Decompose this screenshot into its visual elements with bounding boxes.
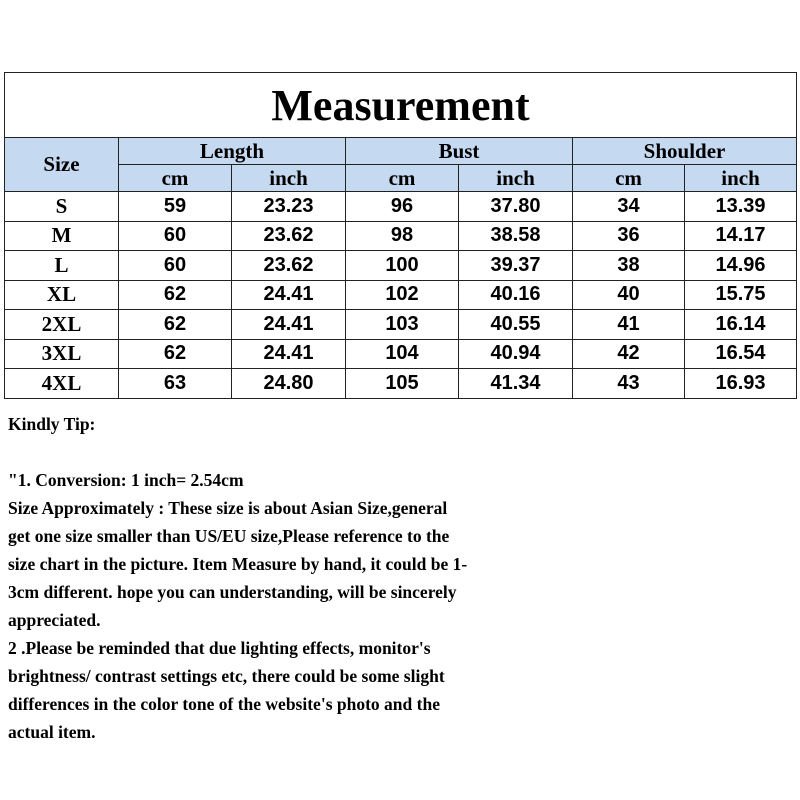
- note-line: actual item.: [8, 722, 96, 742]
- measurement-cell: 103: [346, 310, 459, 340]
- measurement-cell: 23.62: [232, 221, 346, 251]
- note-line: 3cm different. hope you can understanding, will be sincerely: [8, 582, 457, 602]
- measurement-cell: 40.16: [459, 280, 573, 310]
- chart-title: Measurement: [5, 73, 797, 138]
- measurement-cell: 16.54: [685, 339, 797, 369]
- size-label: 4XL: [5, 369, 119, 399]
- notes-section: [8, 410, 598, 746]
- unit-header: cm: [346, 165, 459, 192]
- measurement-cell: 16.14: [685, 310, 797, 340]
- measurement-cell: 24.41: [232, 310, 346, 340]
- note-line: Size Approximately : These size is about Asian Size,general: [8, 498, 448, 518]
- kindly-tip-heading: Kindly Tip:: [8, 414, 96, 434]
- measurement-cell: 13.39: [685, 192, 797, 222]
- measurement-cell: 23.23: [232, 192, 346, 222]
- measurement-cell: 24.41: [232, 339, 346, 369]
- measurement-cell: 98: [346, 221, 459, 251]
- unit-header: inch: [232, 165, 346, 192]
- note-line: 2 .Please be reminded that due lighting effects, monitor's: [8, 638, 431, 658]
- shoulder-group-header: Shoulder: [573, 138, 797, 165]
- measurement-cell: 104: [346, 339, 459, 369]
- measurement-cell: 42: [573, 339, 685, 369]
- measurement-cell: 14.96: [685, 251, 797, 281]
- note-line: brightness/ contrast settings etc, there could be some slight: [8, 666, 445, 686]
- table-row: [5, 221, 797, 251]
- measurement-cell: 60: [119, 221, 232, 251]
- measurement-cell: 59: [119, 192, 232, 222]
- measurement-cell: 40.94: [459, 339, 573, 369]
- measurement-cell: 100: [346, 251, 459, 281]
- measurement-cell: 24.80: [232, 369, 346, 399]
- measurement-cell: 62: [119, 339, 232, 369]
- unit-header: inch: [459, 165, 573, 192]
- size-column-header: Size: [5, 138, 119, 192]
- size-label: 2XL: [5, 310, 119, 340]
- table-row: [5, 192, 797, 222]
- unit-header: inch: [685, 165, 797, 192]
- note-line: differences in the color tone of the website's photo and the: [8, 694, 440, 714]
- measurement-cell: 38: [573, 251, 685, 281]
- measurement-cell: 43: [573, 369, 685, 399]
- measurement-cell: 40: [573, 280, 685, 310]
- note-line: "1. Conversion: 1 inch= 2.54cm: [8, 470, 244, 490]
- measurement-cell: 102: [346, 280, 459, 310]
- size-label: 3XL: [5, 339, 119, 369]
- size-label: L: [5, 251, 119, 281]
- measurement-cell: 41.34: [459, 369, 573, 399]
- measurement-cell: 37.80: [459, 192, 573, 222]
- note-line: appreciated.: [8, 610, 101, 630]
- note-line: size chart in the picture. Item Measure by hand, it could be 1-: [8, 554, 468, 574]
- measurement-cell: 23.62: [232, 251, 346, 281]
- size-label: M: [5, 221, 119, 251]
- measurement-cell: 36: [573, 221, 685, 251]
- unit-header: cm: [573, 165, 685, 192]
- size-chart-table: [4, 72, 797, 399]
- measurement-cell: 15.75: [685, 280, 797, 310]
- measurement-cell: 16.93: [685, 369, 797, 399]
- size-label: XL: [5, 280, 119, 310]
- measurement-cell: 62: [119, 310, 232, 340]
- measurement-cell: 60: [119, 251, 232, 281]
- measurement-cell: 39.37: [459, 251, 573, 281]
- measurement-cell: 34: [573, 192, 685, 222]
- size-label: S: [5, 192, 119, 222]
- table-row: [5, 251, 797, 281]
- table-row: [5, 310, 797, 340]
- measurement-cell: 38.58: [459, 221, 573, 251]
- measurement-cell: 63: [119, 369, 232, 399]
- table-row: [5, 280, 797, 310]
- measurement-cell: 40.55: [459, 310, 573, 340]
- measurement-cell: 96: [346, 192, 459, 222]
- note-line: get one size smaller than US/EU size,Please reference to the: [8, 526, 450, 546]
- unit-header: cm: [119, 165, 232, 192]
- measurement-cell: 24.41: [232, 280, 346, 310]
- table-row: [5, 369, 797, 399]
- bust-group-header: Bust: [346, 138, 573, 165]
- table-row: [5, 339, 797, 369]
- measurement-cell: 62: [119, 280, 232, 310]
- measurement-cell: 14.17: [685, 221, 797, 251]
- measurement-cell: 105: [346, 369, 459, 399]
- length-group-header: Length: [119, 138, 346, 165]
- measurement-cell: 41: [573, 310, 685, 340]
